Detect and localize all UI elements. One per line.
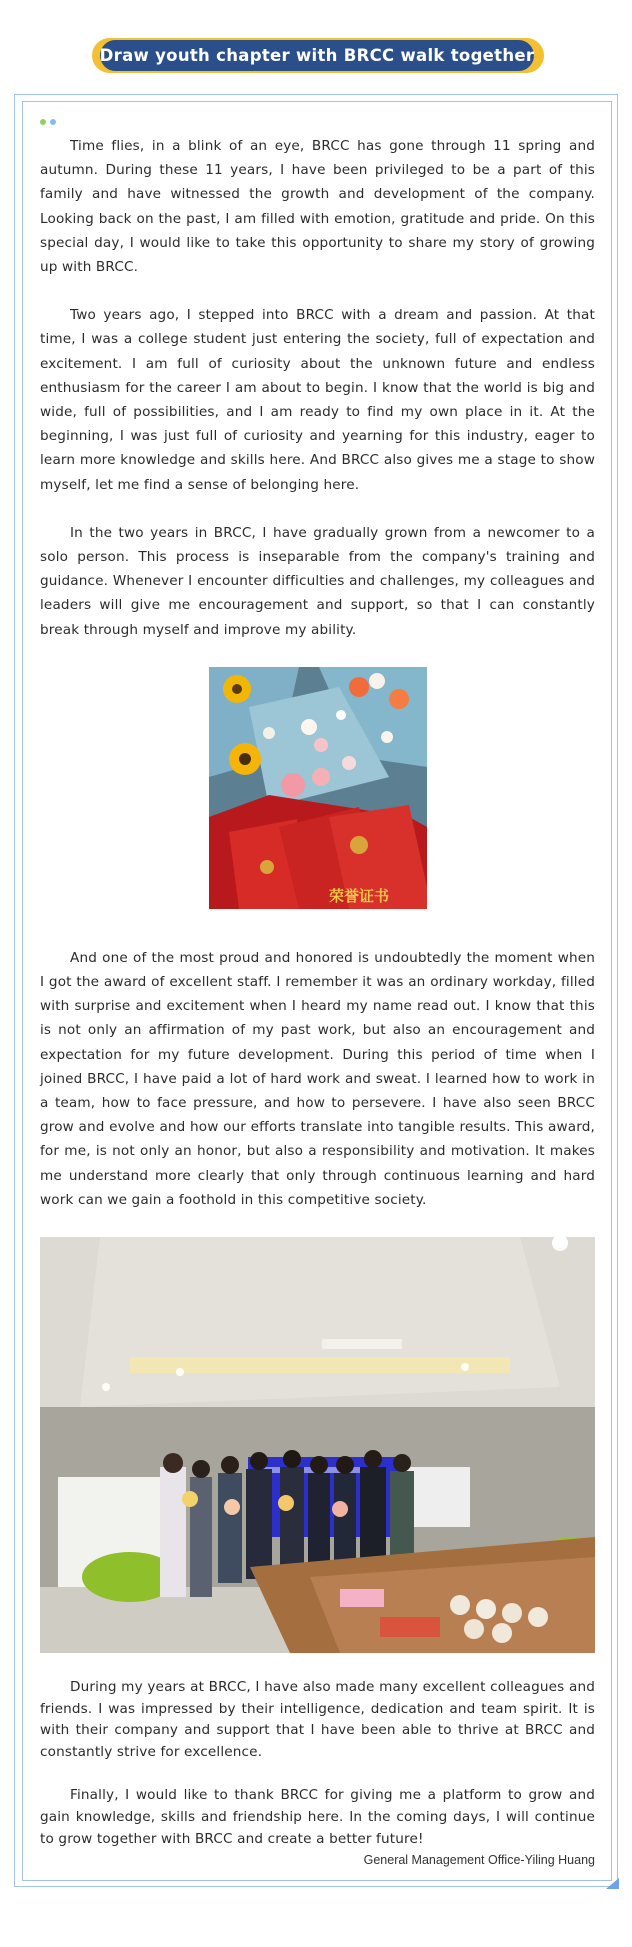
paragraph-growth: In the two years in BRCC, I have gradually grown from a newcomer to a solo person. This process is inseparable from the company's training and guidance. Whenever I encounter difficulties and challenges, my colleagues and leaders will give me encouragement and support, so that I can constantly break through myself and improve my ability. [40, 524, 595, 638]
photo-award-ceremony-drawing [40, 1237, 595, 1653]
title-banner [92, 38, 544, 73]
photo-flowers-certificates [209, 667, 427, 909]
paragraph-colleagues: During my years at BRCC, I have also made many excellent colleagues and friends. I was impressed by their intelligence, dedication and team spirit. It is with their company and support that I have been able to thrive at BRCC and constantly strive for excellence. [40, 1679, 595, 1760]
article-body [40, 134, 595, 1867]
page-title: Draw youth chapter with BRCC walk together [100, 40, 534, 71]
paragraph-two-years-ago: Two years ago, I stepped into BRCC with a dream and passion. At that time, I was a college student just entering the society, full of expectation and excitement. I am full of curiosity about the unknown future and endless enthusiasm for the career I am about to begin. I know that the world is big and wide, full of possibilities, and I am ready to find my own place in it. At the beginning, I was just full of curiosity and yearning for this industry, eager to learn more knowledge and skills here. And BRCC also gives me a stage to show myself, let me find a sense of belonging here. [40, 307, 595, 493]
decorative-dot-green [40, 119, 46, 125]
photo-flowers-certificates-drawing [209, 667, 427, 909]
paragraph-intro: Time flies, in a blink of an eye, BRCC has gone through 11 spring and autumn. During these 11 years, I have been privileged to be a part of this family and have witnessed the growth and development of the company. Looking back on the past, I am filled with emotion, gratitude and pride. On this special day, I would like to take this opportunity to share my story of growing up with BRCC. [40, 138, 595, 276]
decorative-dot-blue [50, 119, 56, 125]
author-signature: General Management Office-Yiling Huang [363, 1853, 595, 1868]
paragraph-award: And one of the most proud and honored is undoubtedly the moment when I got the award of excellent staff. I remember it was an ordinary workday, filled with surprise and excitement when I heard my name read out. I know that this is not only an affirmation of my past work, but also an encouragement and expectation for my future development. During this period of time when I joined BRCC, I have paid a lot of hard work and sweat. I learned how to work in a team, how to face pressure, and how to persevere. I have also seen BRCC grow and evolve and how our efforts translate into tangible results. This award, for me, is not only an honor, but also a responsibility and motivation. It makes me understand more clearly that only through continuous learning and hard work can we gain a foothold in this competitive society. [40, 949, 595, 1208]
frame-corner-triangle [606, 1878, 619, 1889]
photo-award-ceremony [40, 1237, 595, 1653]
paragraph-closing: Finally, I would like to thank BRCC for giving me a platform to grow and gain knowledge, skills and friendship here. In the coming days, I will continue to grow together with BRCC and create a better future! [40, 1787, 595, 1847]
certificate-caption: 荣誉证书 [328, 886, 389, 905]
